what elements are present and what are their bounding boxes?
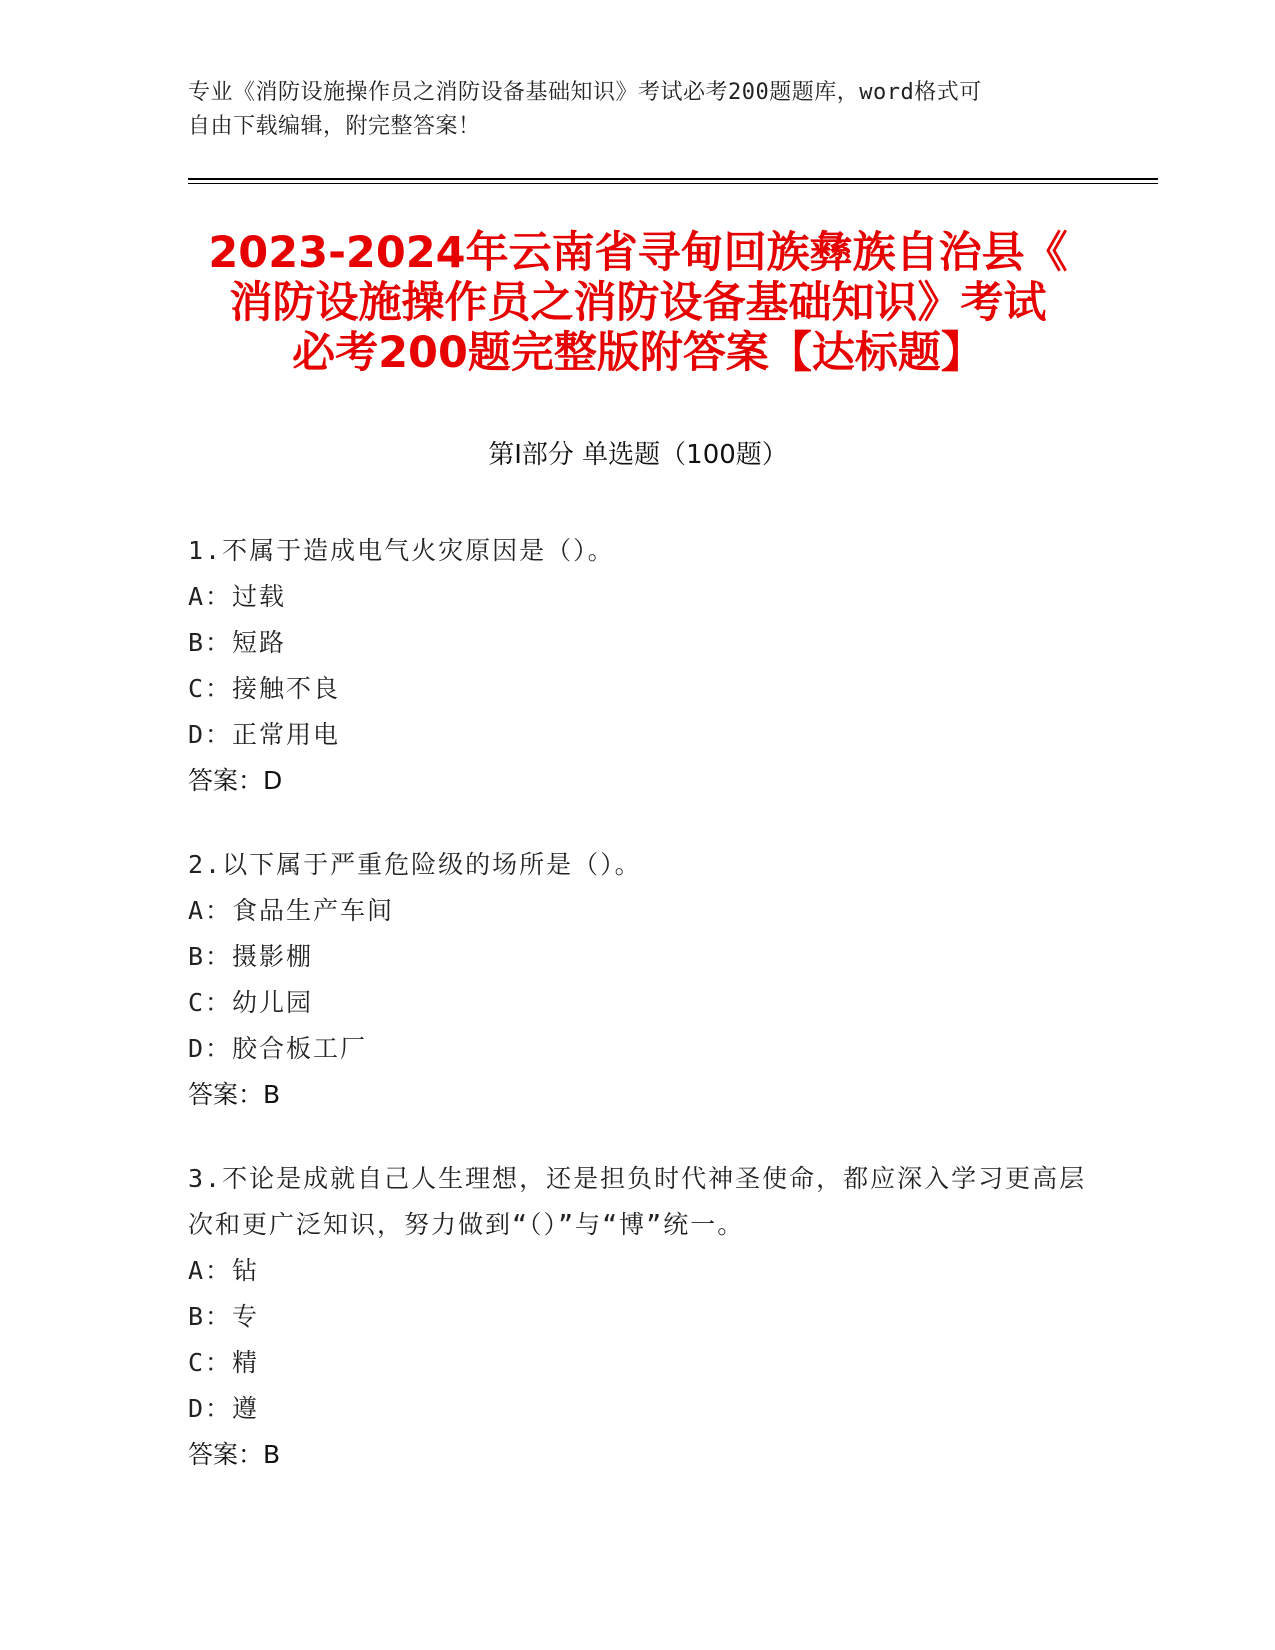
option-text: 遵 — [232, 1394, 260, 1423]
question-option — [188, 574, 1088, 620]
question-answer: 答案：B — [188, 1440, 281, 1469]
question-option — [188, 1248, 1088, 1294]
document-title-line-3: 必考200题完整版附答案【达标题】 — [292, 328, 984, 378]
option-text: 食品生产车间 — [232, 896, 395, 925]
section-title: 第Ⅰ部分 单选题（100题） — [488, 440, 788, 470]
header-divider-thick — [188, 178, 1158, 180]
question-option — [188, 888, 1088, 934]
option-key: C： — [188, 1348, 233, 1377]
question-option — [188, 1026, 1088, 1072]
question-option — [188, 934, 1088, 980]
option-text: 钻 — [232, 1256, 260, 1285]
question-item — [188, 528, 1088, 804]
header-note-line-1: 专业《消防设施操作员之消防设备基础知识》考试必考200题题库，word格式可 — [188, 80, 982, 105]
document-title-line-2: 消防设施操作员之消防设备基础知识》考试 — [229, 278, 1047, 328]
question-option — [188, 712, 1088, 758]
option-key: A： — [188, 582, 233, 611]
option-text: 专 — [232, 1302, 260, 1331]
option-key: A： — [188, 1256, 233, 1285]
question-stem: 3.不论是成就自己人生理想，还是担负时代神圣使命，都应深入学习更高层次和更广泛知识，努力做到“（）”与“博”统一。 — [188, 1164, 1087, 1239]
question-option — [188, 1294, 1088, 1340]
option-key: A： — [188, 896, 233, 925]
question-item — [188, 1156, 1088, 1478]
question-option — [188, 620, 1088, 666]
option-text: 接触不良 — [232, 674, 341, 703]
option-key: C： — [188, 988, 233, 1017]
option-text: 胶合板工厂 — [232, 1034, 368, 1063]
question-option — [188, 666, 1088, 712]
option-key: B： — [188, 628, 233, 657]
document-title-line-1: 2023-2024年云南省寻甸回族彝族自治县《 — [208, 228, 1068, 278]
option-key: D： — [188, 1394, 233, 1423]
option-key: D： — [188, 1034, 233, 1063]
question-option — [188, 1386, 1088, 1432]
option-text: 摄影棚 — [232, 942, 314, 971]
option-key: D： — [188, 720, 233, 749]
question-answer: 答案：B — [188, 1080, 281, 1109]
question-item — [188, 842, 1088, 1118]
option-text: 精 — [232, 1348, 260, 1377]
header-note-line-2: 自由下载编辑，附完整答案！ — [188, 114, 481, 139]
header-note — [188, 76, 1068, 144]
option-text: 正常用电 — [232, 720, 341, 749]
document-title — [188, 228, 1088, 378]
question-option — [188, 1340, 1088, 1386]
question-stem: 2.以下属于严重危险级的场所是（）。 — [188, 850, 642, 879]
question-stem: 1.不属于造成电气火灾原因是（）。 — [188, 536, 615, 565]
option-text: 过载 — [232, 582, 287, 611]
option-text: 短路 — [232, 628, 287, 657]
question-answer: 答案：D — [188, 766, 283, 795]
option-text: 幼儿园 — [232, 988, 314, 1017]
option-key: B： — [188, 942, 233, 971]
header-divider-thin — [188, 183, 1158, 184]
question-option — [188, 980, 1088, 1026]
option-key: C： — [188, 674, 233, 703]
option-key: B： — [188, 1302, 233, 1331]
question-list — [188, 528, 1088, 1516]
